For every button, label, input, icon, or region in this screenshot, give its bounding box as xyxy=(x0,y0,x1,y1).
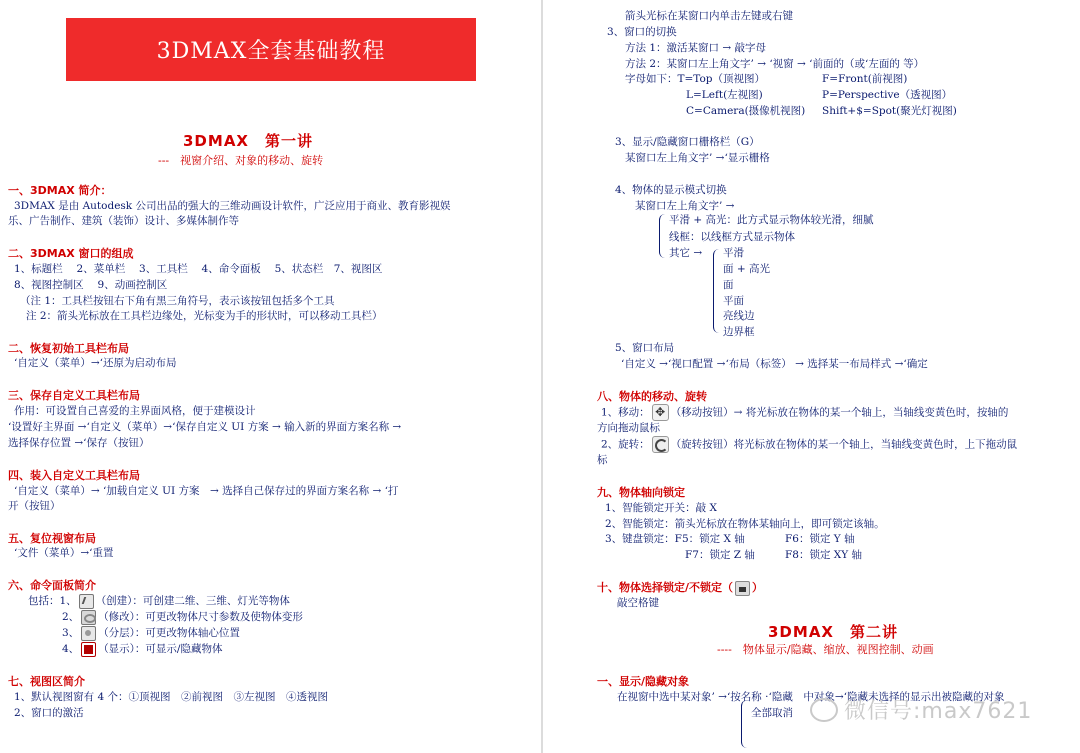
section-heading: 二、恢复初始工具栏布局 xyxy=(8,342,129,355)
text-fragment: 4、 xyxy=(62,643,80,655)
text-line: 2、智能锁定：箭头光标放在物体某轴向上，即可锁定该轴。 xyxy=(605,518,885,530)
text-line: F8：锁定 XY 轴 xyxy=(785,549,863,561)
text-fragment: （移动按钮）→ 将光标放在物体的某一个轴上，当轴线变黄色时，按轴的 xyxy=(670,406,1009,419)
watermark xyxy=(810,694,1032,725)
text-fragment: 1、移动： xyxy=(601,406,650,419)
text-line: 标 xyxy=(597,454,608,466)
lecture-2-title: 3DMAX 第二讲 xyxy=(768,623,898,641)
text-line: 在视窗中选中某对象’ →‘按名称 ·‘隐藏 中对象→‘隐藏未选择的显示出被隐藏的对象 xyxy=(617,691,1005,703)
text-line: 平面 xyxy=(723,295,744,307)
text-fragment: 2、 xyxy=(62,611,80,623)
text-line: 注 2：箭头光标放在工具栏边缘处，光标变为手的形状时，可以移动工具栏） xyxy=(26,310,383,322)
text-fragment: （修改）：可更改物体尺寸参数及使物体变形 xyxy=(98,611,303,623)
text-line: 1、标题栏 2、菜单栏 3、工具栏 4、命令面板 5、状态栏 7、视图区 xyxy=(14,263,383,275)
wechat-icon xyxy=(810,698,838,722)
text-line: 面 + 高光 xyxy=(723,263,770,275)
section-heading: 五、复位视窗布局 xyxy=(8,532,96,545)
text-line: 方向拖动鼠标 xyxy=(597,422,660,434)
brace-bracket xyxy=(713,249,722,333)
text-line: ‘自定义（菜单）→‘还原为启动布局 xyxy=(14,357,177,369)
text-line: 4、物体的显示模式切换 xyxy=(615,184,727,196)
text-line xyxy=(601,436,1017,453)
text-fragment: （分层）：可更改物体轴心位置 xyxy=(98,627,240,639)
text-line: 敲空格键 xyxy=(617,597,659,609)
text-line: 某窗口左上角文字’ → xyxy=(635,200,735,212)
text-line: F7：锁定 Z 轴 xyxy=(685,549,755,561)
text-line: 5、窗口布局 xyxy=(615,342,675,354)
lecture-1-subtitle: --- 视窗介绍、对象的移动、旋转 xyxy=(158,154,324,167)
text-line: 面 xyxy=(723,279,734,291)
move-tool-icon: ✥ xyxy=(652,404,669,421)
rotate-tool-icon xyxy=(652,436,669,453)
text-line: 亮线边 xyxy=(723,310,755,322)
right-column xyxy=(545,0,1080,753)
text-line xyxy=(62,641,222,657)
text-line: ‘设置好主界面 →‘自定义（菜单）→‘保存自定义 UI 方案 → 输入新的界面方案名称 → xyxy=(8,421,402,433)
watermark-text: 微信号:max7621 xyxy=(844,699,1033,724)
text-line: 其它 → xyxy=(669,247,703,259)
text-line: 乐、广告制作、建筑（装饰）设计、多媒体制作等 xyxy=(8,215,239,227)
text-line: F6：锁定 Y 轴 xyxy=(785,533,855,545)
text-line: 8、视图控制区 9、动画控制区 xyxy=(14,279,168,291)
section-heading xyxy=(597,579,763,596)
section-heading: 二、3DMAX 窗口的组成 xyxy=(8,247,134,260)
text-line: （注 1：工具栏按钮右下角有黑三角符号，表示该按钮包括多个工具 xyxy=(20,295,335,307)
lecture-1-title: 3DMAX 第一讲 xyxy=(183,132,313,150)
text-line: 开（按钮） xyxy=(8,500,61,512)
section-heading: 六、命令面板简介 xyxy=(8,579,96,592)
text-line: 边界框 xyxy=(723,326,755,338)
text-fragment: （显示）：可显示/隐藏物体 xyxy=(98,643,223,655)
text-line: 平滑 + 高光：此方式显示物体较光滑，细腻 xyxy=(669,214,874,226)
banner-title: 3DMAX全套基础教程 xyxy=(66,18,476,81)
text-line: 箭头光标在某窗口内单击左键或右键 xyxy=(625,10,793,22)
text-line: L=Left(左视图) xyxy=(686,89,763,101)
text-line: ‘自定义（菜单）→ ‘加载自定义 UI 方案 → 选择自己保存过的界面方案名称 → ‘打 xyxy=(14,485,399,497)
section-heading: 一、显示/隐藏对象 xyxy=(597,675,690,688)
section-heading: 八、物体的移动、旋转 xyxy=(597,390,707,403)
text-line: 某窗口左上角文字’ →‘显示栅格 xyxy=(625,152,770,164)
text-line: 2、窗口的激活 xyxy=(14,707,84,719)
text-line: 1、智能锁定开关：敲 X xyxy=(605,502,717,514)
text-line: 作用：可设置自己喜爱的主界面风格，便于建模设计 xyxy=(14,405,256,417)
text-fragment: 十、物体选择锁定/不锁定（ xyxy=(597,581,734,594)
text-fragment: ） xyxy=(752,581,764,594)
text-line xyxy=(62,625,240,641)
text-line: P=Perspective（透视图） xyxy=(822,89,953,101)
text-fragment: 包括：1、 xyxy=(28,595,77,607)
modify-panel-icon xyxy=(81,610,96,625)
text-line: Shift+$=Spot(聚光灯视图) xyxy=(822,105,957,117)
text-line: 3DMAX 是由 Autodesk 公司出品的强大的三维动画设计软件，广泛应用于商业、教育影视娱 xyxy=(14,200,451,212)
text-fragment: 2、旋转： xyxy=(601,438,650,451)
create-panel-icon xyxy=(79,594,94,609)
section-heading: 九、物体轴向锁定 xyxy=(597,486,685,499)
text-line: 字母如下：T=Top（顶视图） xyxy=(625,73,766,85)
display-panel-icon xyxy=(81,642,96,657)
text-line: 3、显示/隐藏窗口栅格栏（G） xyxy=(615,136,760,148)
text-line: ‘自定义 →‘视口配置 →‘布局（标签） → 选择某一布局样式 →‘确定 xyxy=(621,358,928,370)
brace-bracket xyxy=(659,214,668,258)
text-fragment: （创建）：可创建二维、三维、灯光等物体 xyxy=(95,595,290,607)
text-line xyxy=(601,404,1008,421)
lecture-2-subtitle: ---- 物体显示/隐藏、缩放、视图控制、动画 xyxy=(717,643,934,656)
text-fragment: （旋转按钮）将光标放在物体的某一个轴上，当轴线变黄色时，上下拖动鼠 xyxy=(670,438,1018,451)
text-line: 平滑 xyxy=(723,247,744,259)
text-line: ‘文件（菜单）→‘重置 xyxy=(14,547,114,559)
text-line: 选择保存位置 →‘保存（按钮） xyxy=(8,437,150,449)
text-fragment: 3、 xyxy=(62,627,80,639)
text-line: C=Camera(摄像机视图) xyxy=(686,105,806,117)
text-line: 线框：以线框方式显示物体 xyxy=(669,231,795,243)
section-heading: 三、保存自定义工具栏布局 xyxy=(8,389,140,402)
section-heading: 一、3DMAX 简介： xyxy=(8,184,112,197)
text-line: 全部取消 xyxy=(751,707,793,719)
text-line: 3、窗口的切换 xyxy=(607,26,677,38)
text-line: 1、默认视图窗有 4 个：①顶视图 ②前视图 ③左视图 ④透视图 xyxy=(14,691,329,703)
hierarchy-panel-icon xyxy=(81,626,96,641)
text-line: 3、键盘锁定：F5：锁定 X 轴 xyxy=(605,533,745,545)
brace-bracket xyxy=(741,700,750,748)
section-heading: 七、视图区简介 xyxy=(8,675,85,688)
text-line xyxy=(28,593,290,609)
text-line xyxy=(62,609,303,625)
text-line: 方法 1：激活某窗口 → 敲字母 xyxy=(625,42,766,54)
text-line: F=Front(前视图) xyxy=(822,73,908,85)
text-line: 方法 2：某窗口左上角文字’ → ‘视窗 → ‘前面的（或‘左面的 等） xyxy=(625,58,925,70)
page-divider xyxy=(541,0,543,753)
lock-icon xyxy=(735,581,750,596)
section-heading: 四、装入自定义工具栏布局 xyxy=(8,469,140,482)
